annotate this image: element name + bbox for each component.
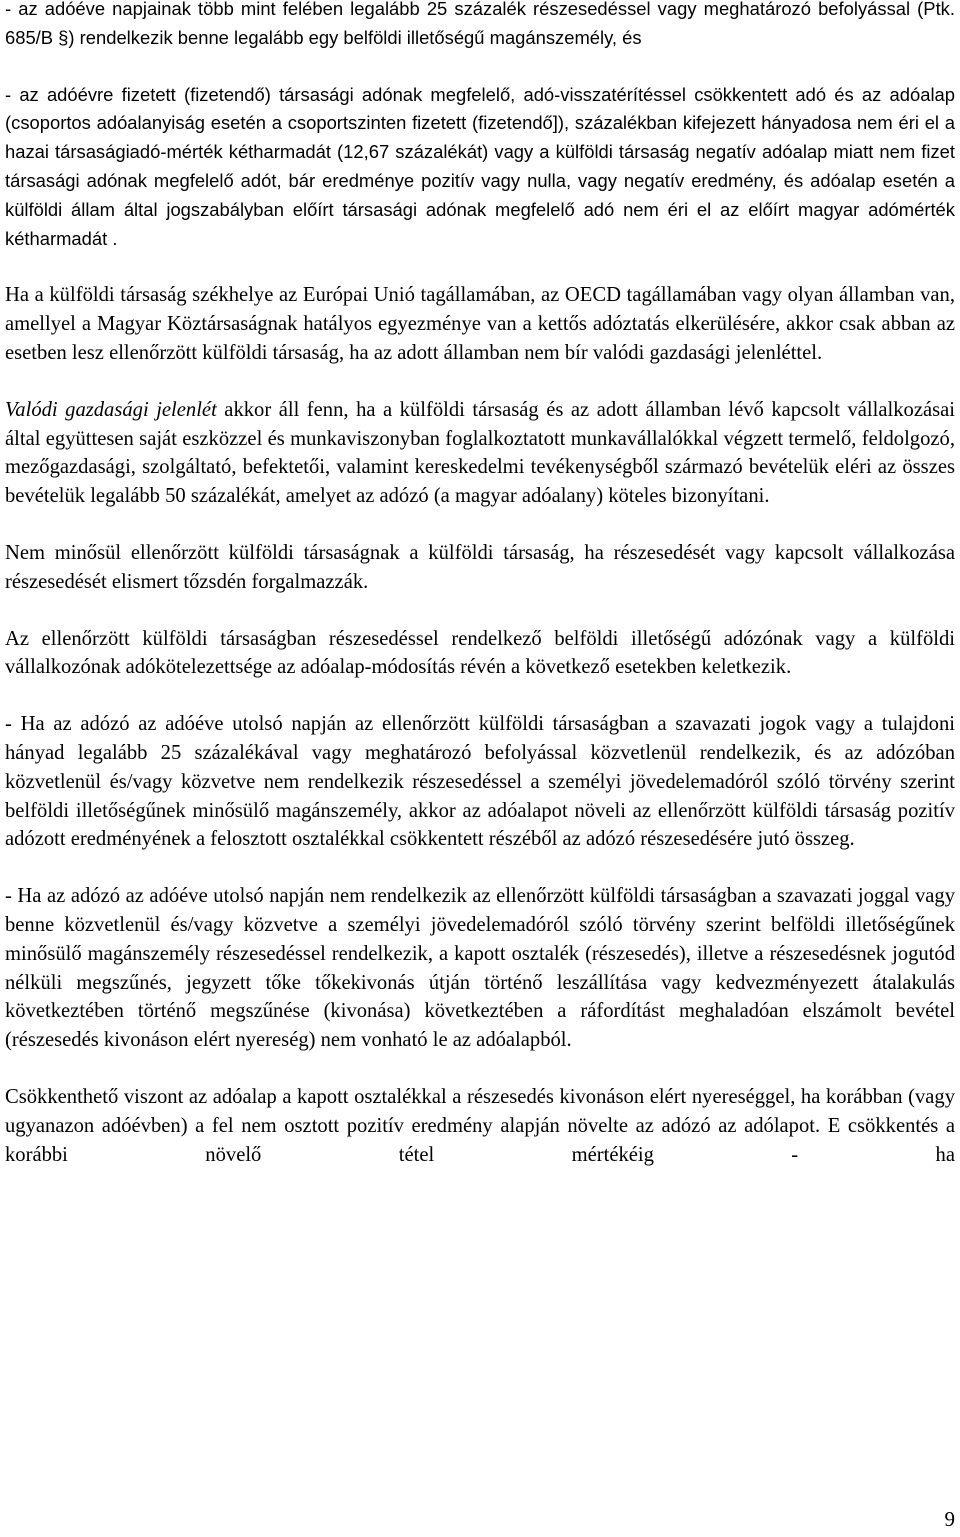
paragraph-reduction: Csökkenthető viszont az adóalap a kapott osztalékkal a részesedés kivonáson elért nyereséggel, ha korábban (vagy ugyanazon adóévben) a fel nem osztott pozitív eredmény alapján növelte az adózó az adólapot. E csökkentés a korábbi növelő tétel mértékéig - ha [5, 1085, 955, 1166]
term-real-economic-presence: Valódi gazdasági jelenlét [5, 398, 217, 421]
document-page [5, 0, 955, 1169]
paragraph-tax-ratio-condition: - az adóévre fizetett (fizetendő) társasági adónak megfelelő, adó-visszatérítéssel csökkentett adó és az adóalap (csoportos adóalanyiság esetén a csoportszinten fizetett (fizetendő]), százalékban kifejezett hányadosa nem éri el a hazai társaságiadó-mérték kétharmadát (12,67 százalékát) vagy a külföldi társaság negatív adóalap miatt nem fizet társasági adónak megfelelő adót, bár eredménye pozitív vagy nulla, vagy negatív eredmény, és adóalap esetén a külföldi állam által jogszabályban előírt társasági adónak megfelelő adó nem éri el az előírt magyar adómérték kétharmadát . [5, 83, 955, 249]
paragraph-real-economic-presence-text: akkor áll fenn, ha a külföldi társaság és az adott államban lévő kapcsolt vállalkozásai által együttesen saját eszközzel és munkaviszonyban foglalkoztatott munkavállalókkal végzett termelő, feldolgozó, mezőgazdasági, szolgáltató, befektetői, valamint kereskedelmi tevékenységből származó bevételük eléri az összes bevételük legalább 50 százalékát, amelyet az adózó (a magyar adóalany) köteles bizonyítani. [5, 398, 955, 508]
paragraph-eu-oecd-exception: Ha a külföldi társaság székhelye az Európai Unió tagállamában, az OECD tagállamában vagy olyan államban van, amellyel a Magyar Köztársaságnak hatályos egyezménye van a kettős adóztatás elkerülésére, akkor csak abban az esetben lesz ellenőrzött külföldi társaság, ha az adott államban nem bír valódi gazdasági jelenléttel. [5, 284, 955, 364]
page-number: 9 [944, 1507, 955, 1531]
paragraph-real-economic-presence [5, 396, 955, 511]
paragraph-ownership-condition: - az adóéve napjainak több mint felében legalább 25 százalék részesedéssel vagy meghatározó befolyással (Ptk. 685/B §) rendelkezik benne legalább egy belföldi illetőségű magánszemély, és [5, 0, 955, 48]
paragraph-case-no-holding: - Ha az adózó az adóéve utolsó napján nem rendelkezik az ellenőrzött külföldi társaságban a szavazati joggal vagy benne közvetlenül és/vagy közvetve a személyi jövedelemadóról szóló törvény szerint belföldi illetőségűnek minősülő magánszemély részesedéssel rendelkezik, a kapott osztalék (részesedés), illetve a részesedésnek jogutód nélküli megszűnés, jegyzett tőke tőkekivonás útján történő leszállítása vagy kedvezményezett átalakulás következtében történő megszűnése (kivonása) következtében a ráfordítást meghaladóan elszámolt bevétel (részesedés kivonáson elért nyereség) nem vonható le az adóalapból. [5, 885, 955, 1052]
paragraph-stock-exchange-exception: Nem minősül ellenőrzött külföldi társaságnak a külföldi társaság, ha részesedését vagy kapcsolt vállalkozása részesedését elismert tőzsdén forgalmazzák. [5, 541, 955, 593]
paragraph-case-direct-holding: - Ha az adózó az adóéve utolsó napján az ellenőrzött külföldi társaságban a szavazati jogok vagy a tulajdoni hányad legalább 25 százalékával vagy meghatározó befolyással közvetlenül rendelkezik, és az adózóban közvetlenül és/vagy közvetve nem rendelkezik részesedéssel a személyi jövedelemadóról szóló törvény szerint belföldi illetőségűnek minősülő magánszemély, akkor az adóalapot növeli az ellenőrzött külföldi társaság pozitív adózott eredményének a felosztott osztalékkal csökkentett részéből az adózó részesedésére jutó összeg. [5, 713, 955, 851]
paragraph-tax-obligation-intro: Az ellenőrzött külföldi társaságban részesedéssel rendelkező belföldi illetőségű adózónak vagy a külföldi vállalkozónak adókötelezettsége az adóalap-módosítás révén a következő esetekben keletkezik. [5, 627, 955, 679]
